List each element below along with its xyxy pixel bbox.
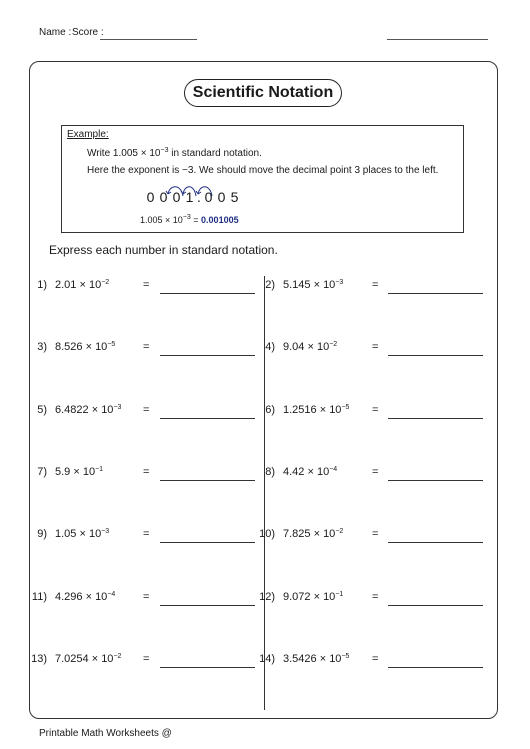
problem-number: 7) — [37, 466, 47, 478]
problem-mantissa: 1.05 — [55, 528, 77, 540]
equals-sign: = — [143, 653, 150, 665]
digit: 0 — [159, 189, 168, 205]
problem-6 — [255, 404, 485, 420]
answer-blank[interactable] — [160, 466, 255, 481]
problem-number: 8) — [265, 466, 275, 478]
problem-expression — [283, 341, 337, 353]
problem-11 — [27, 591, 257, 607]
example-result-prefix: 1.005 × 10 — [140, 215, 183, 225]
example-line-2: Here the exponent is −3. We should move the decimal point 3 places to the left. — [87, 165, 439, 176]
problem-exponent: −5 — [341, 404, 350, 411]
answer-blank[interactable] — [388, 466, 483, 481]
equals-sign: = — [372, 466, 379, 478]
example-result-exponent: −3 — [182, 214, 191, 221]
equals-sign: = — [372, 341, 379, 353]
example-box — [61, 125, 464, 233]
times-ten: × 10 — [316, 653, 342, 665]
problem-13 — [27, 653, 257, 669]
problem-12 — [255, 591, 485, 607]
problem-expression — [55, 466, 103, 478]
name-field[interactable] — [100, 27, 197, 40]
equals-sign: = — [143, 591, 150, 603]
problem-expression — [55, 591, 115, 603]
answer-blank[interactable] — [160, 404, 255, 419]
problem-expression — [283, 653, 349, 665]
answer-blank[interactable] — [388, 591, 483, 606]
footer-text: Printable Math Worksheets @ — [39, 728, 172, 739]
problem-exponent: −3 — [335, 279, 344, 286]
problem-expression — [55, 653, 121, 665]
problem-number: 3) — [37, 341, 47, 353]
example-digits — [144, 189, 241, 205]
answer-blank[interactable] — [388, 279, 483, 294]
problem-exponent: −3 — [113, 404, 122, 411]
score-label: Score : — [72, 27, 104, 38]
problem-mantissa: 9.04 — [283, 341, 305, 353]
problem-exponent: −4 — [329, 466, 338, 473]
digit: 5 — [230, 189, 239, 205]
example-result-equals: = — [190, 215, 202, 225]
page-title: Scientific Notation — [184, 79, 342, 107]
problem-number: 1) — [37, 279, 47, 291]
equals-sign: = — [372, 528, 379, 540]
times-ten: × 10 — [70, 466, 96, 478]
equals-sign: = — [372, 279, 379, 291]
answer-blank[interactable] — [160, 528, 255, 543]
problem-expression — [283, 591, 343, 603]
problem-exponent: −2 — [329, 341, 338, 348]
problem-exponent: −2 — [335, 528, 344, 535]
problem-number: 5) — [37, 404, 47, 416]
problem-1 — [27, 279, 257, 295]
equals-sign: = — [372, 404, 379, 416]
problem-mantissa: 5.145 — [283, 279, 311, 291]
problem-5 — [27, 404, 257, 420]
problem-expression — [55, 341, 115, 353]
problem-expression — [283, 528, 343, 540]
problem-9 — [27, 528, 257, 544]
problem-7 — [27, 466, 257, 482]
score-field[interactable] — [387, 27, 488, 40]
problem-exponent: −1 — [335, 591, 344, 598]
problem-exponent: −5 — [341, 653, 350, 660]
equals-sign: = — [143, 404, 150, 416]
problem-expression — [283, 404, 349, 416]
example-line-1-suffix: in standard notation. — [168, 148, 262, 159]
times-ten: × 10 — [82, 591, 108, 603]
problem-8 — [255, 466, 485, 482]
example-line-1 — [87, 147, 262, 159]
times-ten: × 10 — [304, 341, 330, 353]
problem-number: 12) — [259, 591, 275, 603]
problem-expression — [55, 279, 109, 291]
times-ten: × 10 — [76, 528, 102, 540]
answer-blank[interactable] — [160, 653, 255, 668]
problem-mantissa: 2.01 — [55, 279, 77, 291]
digit: 0 — [172, 189, 181, 205]
example-line-1-exponent: −3 — [160, 147, 169, 154]
answer-blank[interactable] — [160, 341, 255, 356]
answer-blank[interactable] — [160, 279, 255, 294]
problem-mantissa: 7.825 — [283, 528, 311, 540]
problem-mantissa: 7.0254 — [55, 653, 89, 665]
problem-mantissa: 3.5426 — [283, 653, 317, 665]
problem-mantissa: 4.42 — [283, 466, 305, 478]
equals-sign: = — [143, 341, 150, 353]
problem-number: 6) — [265, 404, 275, 416]
problem-mantissa: 6.4822 — [55, 404, 89, 416]
equals-sign: = — [143, 528, 150, 540]
equals-sign: = — [372, 653, 379, 665]
problem-4 — [255, 341, 485, 357]
problem-2 — [255, 279, 485, 295]
problem-number: 4) — [265, 341, 275, 353]
name-label: Name : — [39, 27, 72, 38]
digit: . — [197, 189, 201, 205]
example-label: Example: — [67, 129, 109, 140]
example-result — [140, 214, 239, 225]
problem-expression — [55, 404, 121, 416]
problem-number: 13) — [31, 653, 47, 665]
instruction: Express each number in standard notation. — [49, 243, 278, 257]
digit: 1 — [185, 189, 194, 205]
answer-blank[interactable] — [388, 341, 483, 356]
problem-exponent: −3 — [101, 528, 110, 535]
equals-sign: = — [372, 591, 379, 603]
times-ten: × 10 — [316, 404, 342, 416]
answer-blank[interactable] — [160, 591, 255, 606]
times-ten: × 10 — [88, 653, 114, 665]
equals-sign: = — [143, 466, 150, 478]
problem-10 — [255, 528, 485, 544]
problem-exponent: −4 — [107, 591, 116, 598]
times-ten: × 10 — [310, 279, 336, 291]
times-ten: × 10 — [310, 591, 336, 603]
times-ten: × 10 — [76, 279, 102, 291]
problem-mantissa: 5.9 — [55, 466, 71, 478]
problem-14 — [255, 653, 485, 669]
problem-exponent: −1 — [95, 466, 104, 473]
problem-number: 2) — [265, 279, 275, 291]
equals-sign: = — [143, 279, 150, 291]
times-ten: × 10 — [304, 466, 330, 478]
answer-blank[interactable] — [388, 404, 483, 419]
problem-expression — [55, 528, 109, 540]
problem-exponent: −2 — [113, 653, 122, 660]
problem-mantissa: 9.072 — [283, 591, 311, 603]
problem-mantissa: 8.526 — [55, 341, 83, 353]
problem-exponent: −5 — [107, 341, 116, 348]
times-ten: × 10 — [82, 341, 108, 353]
times-ten: × 10 — [310, 528, 336, 540]
problem-mantissa: 4.296 — [55, 591, 83, 603]
digit: 0 — [217, 189, 226, 205]
example-result-value: 0.001005 — [201, 215, 239, 225]
problem-expression — [283, 279, 343, 291]
answer-blank[interactable] — [388, 653, 483, 668]
digit: 0 — [204, 189, 213, 205]
problem-number: 14) — [259, 653, 275, 665]
problem-expression — [283, 466, 337, 478]
problem-number: 11) — [31, 591, 47, 603]
example-line-1-prefix: Write 1.005 × 10 — [87, 148, 161, 159]
problem-3 — [27, 341, 257, 357]
times-ten: × 10 — [88, 404, 114, 416]
problem-exponent: −2 — [101, 279, 110, 286]
problem-mantissa: 1.2516 — [283, 404, 317, 416]
problem-number: 9) — [37, 528, 47, 540]
digit: 0 — [146, 189, 155, 205]
answer-blank[interactable] — [388, 528, 483, 543]
problem-number: 10) — [259, 528, 275, 540]
